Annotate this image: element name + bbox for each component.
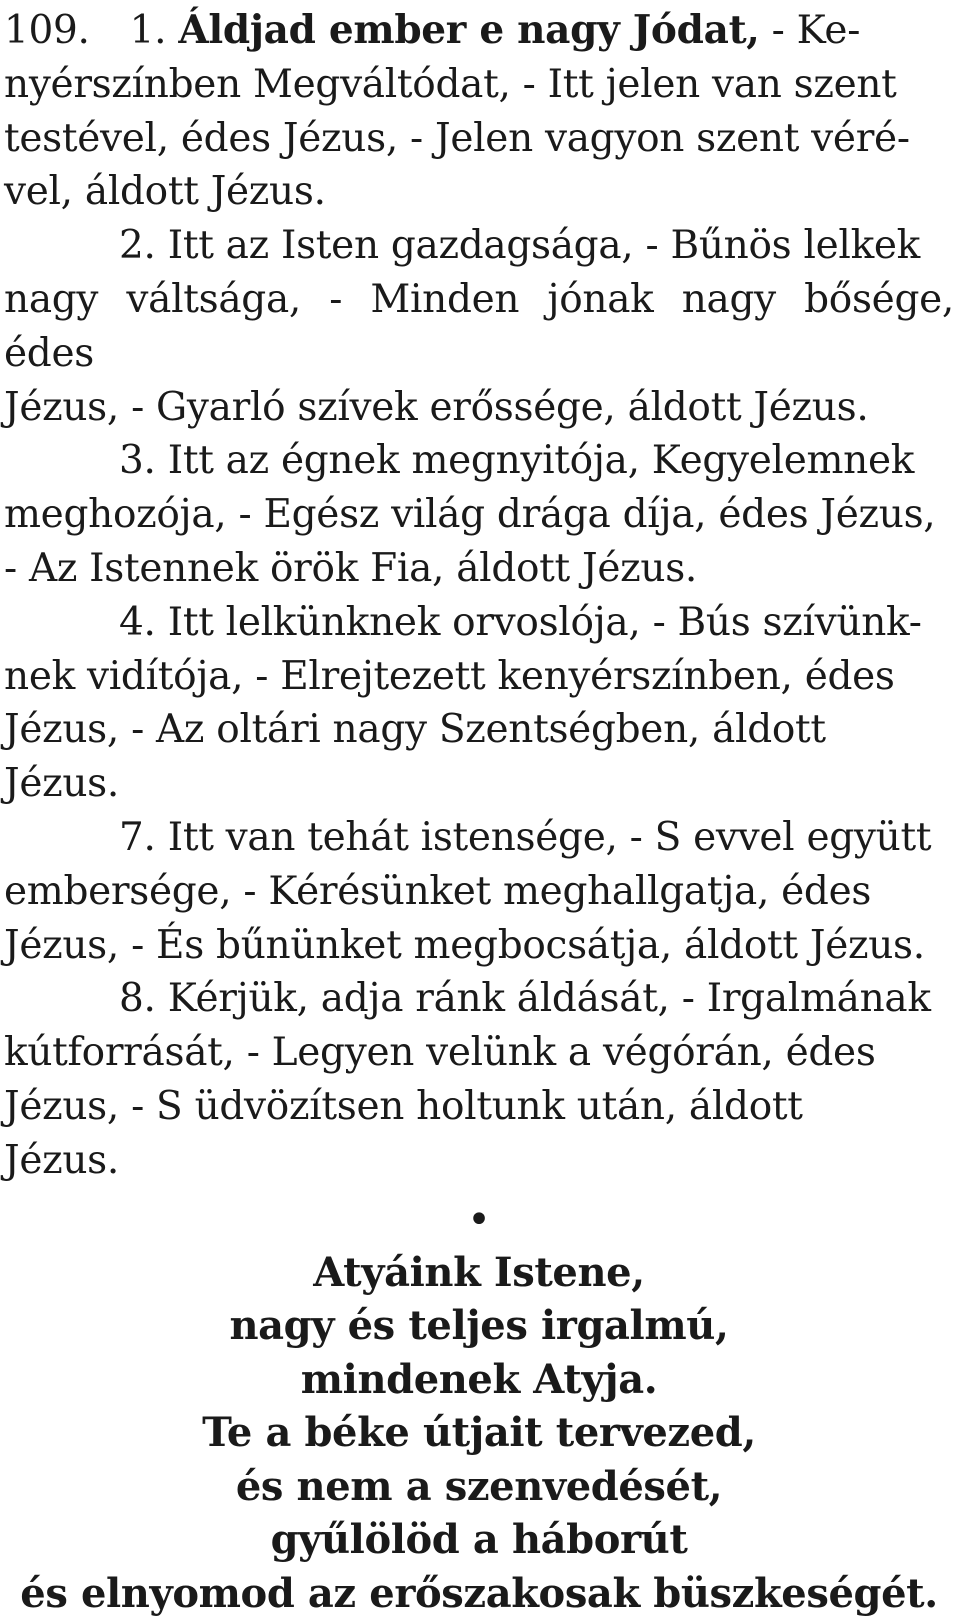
prayer-line: és nem a szenvedését,	[235, 1462, 723, 1510]
verse-4	[4, 596, 954, 811]
verse-text: Jézus, - Gyarló szívek erőssége, áldott Jézus.	[4, 384, 869, 430]
verse-text: meghozója, - Egész világ drága díja, édes Jézus,	[4, 492, 936, 538]
verse-text: Itt lelkünknek orvoslója, - Bús szívünk-	[167, 599, 922, 645]
hymn-109	[4, 4, 954, 1188]
prayer-line: Te a béke útjait tervezed,	[202, 1409, 756, 1457]
page	[4, 4, 954, 1620]
verse-first-words: Áldjad ember e nagy Jódat,	[178, 7, 760, 53]
verse-text: Jézus, - És bűnünket megbocsátja, áldott Jézus.	[4, 922, 925, 968]
verse-text: Jézus, - S üdvözítsen holtunk után, áldott	[4, 1083, 803, 1129]
prayer-line: és elnyomod az erőszakosak büszkeségét.	[20, 1569, 938, 1617]
verse-text: - Az Istennek örök Fia, áldott Jézus.	[4, 545, 698, 591]
verse-2	[4, 219, 954, 434]
verse-text: Jézus.	[4, 1137, 119, 1183]
verse-8	[4, 972, 954, 1187]
verse-number: 2.	[119, 223, 156, 269]
verse-text: Kérjük, adja ránk áldását, - Irgalmának	[167, 976, 931, 1022]
verse-7	[4, 811, 954, 972]
verse-text: nek vidítója, - Elrejtezett kenyérszínben, édes	[4, 653, 895, 699]
verse-text: Jézus.	[4, 761, 119, 807]
verse-number: 7.	[119, 814, 156, 860]
verse-text: Itt van tehát istensége, - S evvel együtt	[167, 814, 932, 860]
prayer-line: gyűlölöd a háborút	[270, 1516, 688, 1564]
verse-text: nagy váltsága, - Minden jónak nagy bősége, édes	[4, 276, 954, 376]
verse-3	[4, 434, 954, 595]
verse-text: Itt az égnek megnyitója, Kegyelemnek	[167, 438, 915, 484]
bullet-separator: •	[467, 1196, 491, 1243]
prayer-line: mindenek Atyja.	[300, 1355, 658, 1403]
verse-text: kútforrását, - Legyen velünk a végórán, édes	[4, 1030, 876, 1076]
prayer-line: nagy és teljes irgalmú,	[229, 1302, 729, 1350]
verse-1	[4, 4, 954, 219]
hymn-number: 109.	[4, 8, 90, 53]
verse-text: - Ke-	[759, 8, 861, 53]
verse-text: nyérszínben Megváltódat, - Itt jelen van szent	[4, 61, 897, 107]
verse-text: vel, áldott Jézus.	[4, 169, 326, 215]
prayer-line: Atyáink Istene,	[313, 1248, 645, 1296]
verse-number: 4.	[119, 599, 156, 645]
verse-number: 3.	[119, 438, 156, 484]
verse-text: Itt az Isten gazdagsága, - Bűnös lelkek	[167, 223, 921, 269]
verse-text: embersége, - Kérésünket meghallgatja, édes	[4, 868, 872, 914]
verse-text: Jézus, - Az oltári nagy Szentségben, áldott	[4, 707, 826, 753]
verse-number: 8.	[119, 976, 156, 1022]
verse-text: testével, édes Jézus, - Jelen vagyon szent véré-	[4, 115, 910, 161]
verse-number: 1.	[129, 8, 167, 53]
prayer	[4, 1246, 954, 1620]
